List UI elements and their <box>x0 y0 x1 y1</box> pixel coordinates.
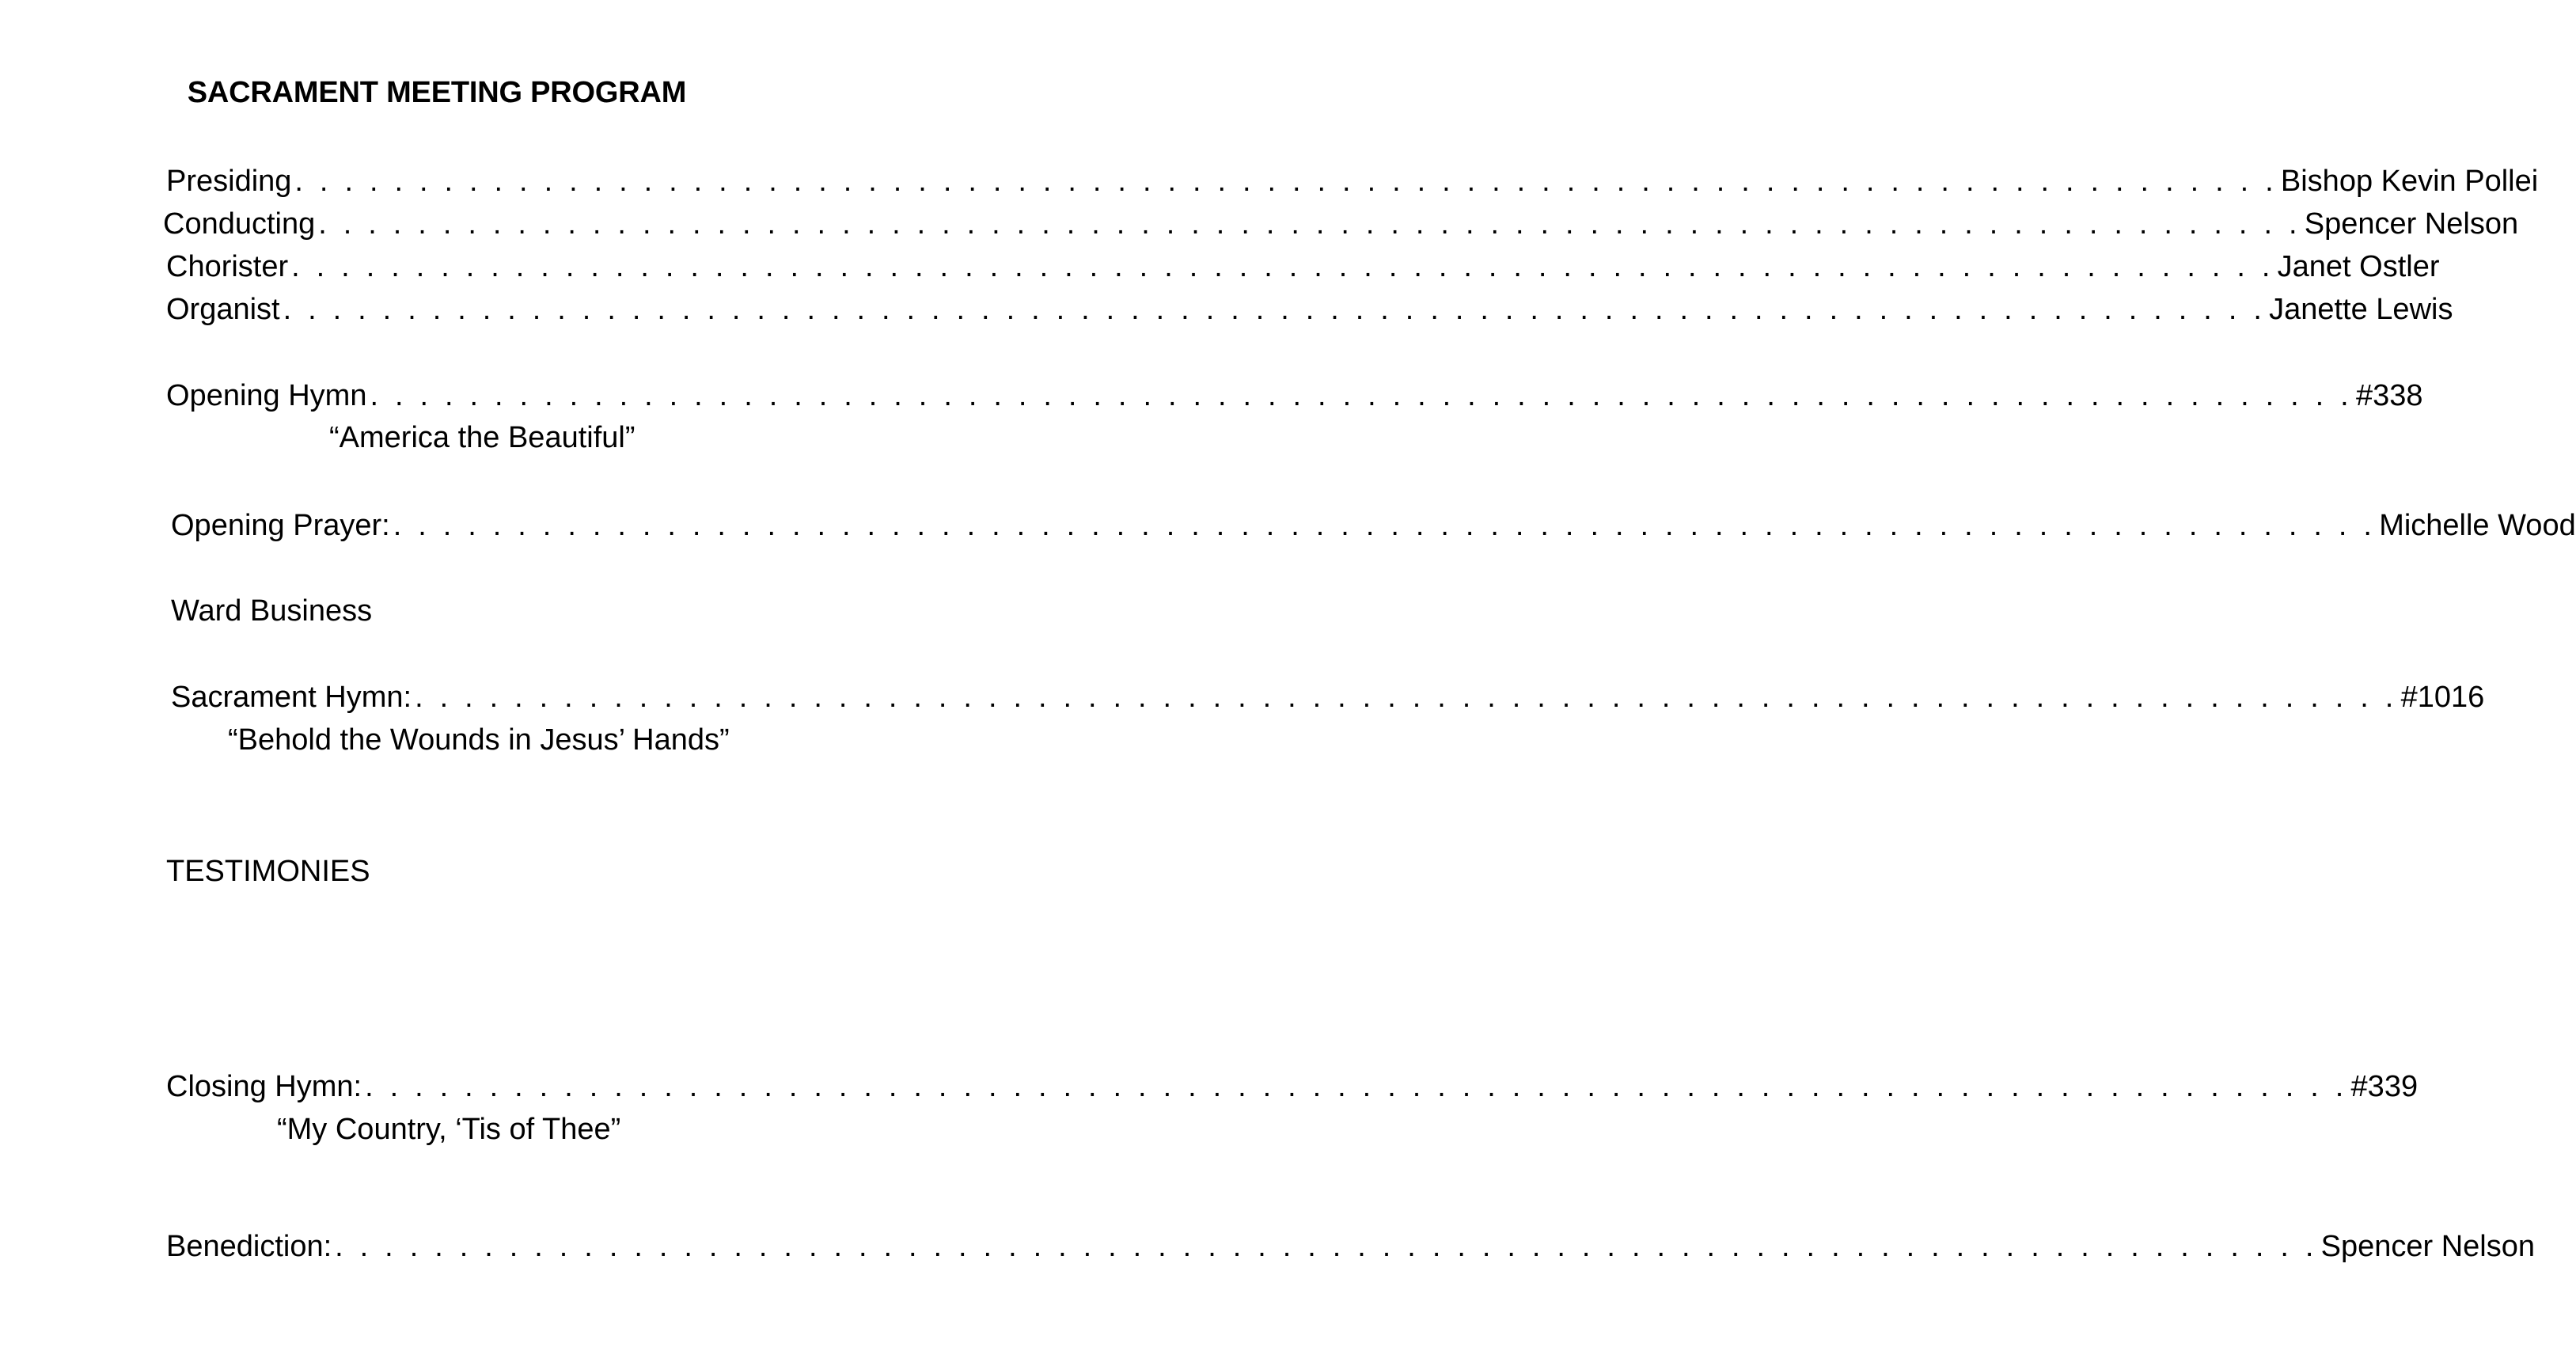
dot-leader: . . . . . . . . . . . . . . . . . . . . . . . . . . . . . . . . . . . . . . . . . . . . . . . . . . . . . . . . . . . . . . . . . . . . . . . . . . . . . . . . <box>370 379 2353 412</box>
opening-hymn-row <box>166 378 2423 414</box>
presiding-row <box>166 163 2539 199</box>
presiding-label: Presiding <box>166 165 292 198</box>
sacrament-hymn-number: #1016 <box>2400 681 2485 714</box>
dot-leader: . . . . . . . . . . . . . . . . . . . . . . . . . . . . . . . . . . . . . . . . . . . . . . . . . . . . . . . . . . . . . . . . . . . . . . . . . . . . . . . . <box>283 293 2267 326</box>
dot-leader: . . . . . . . . . . . . . . . . . . . . . . . . . . . . . . . . . . . . . . . . . . . . . . . . . . . . . . . . . . . . . . . . . . . . . . . . . . . . . . . . <box>318 207 2301 241</box>
closing-hymn-row <box>166 1068 2419 1105</box>
benediction-value: Spencer Nelson <box>2320 1230 2536 1263</box>
conducting-label: Conducting <box>163 207 316 241</box>
closing-hymn-label: Closing Hymn: <box>166 1070 362 1103</box>
closing-hymn-number: #339 <box>2350 1070 2419 1103</box>
benediction-row <box>166 1228 2536 1265</box>
organist-value: Janette Lewis <box>2269 293 2453 326</box>
chorister-value: Janet Ostler <box>2277 250 2440 283</box>
conducting-row <box>163 206 2519 242</box>
closing-hymn-name: “My Country, ‘Tis of Thee” <box>277 1113 621 1146</box>
opening-prayer-row <box>171 507 2576 544</box>
organist-row <box>166 291 2453 328</box>
dot-leader: . . . . . . . . . . . . . . . . . . . . . . . . . . . . . . . . . . . . . . . . . . . . . . . . . . . . . . . . . . . . . . . . . . . . . . . . . . . . . . . . <box>393 509 2377 542</box>
opening-prayer-value: Michelle Wood <box>2379 509 2576 542</box>
dot-leader: . . . . . . . . . . . . . . . . . . . . . . . . . . . . . . . . . . . . . . . . . . . . . . . . . . . . . . . . . . . . . . . . . . . . . . . . . . . . . . . . <box>291 250 2274 283</box>
ward-business: Ward Business <box>171 594 373 628</box>
chorister-row <box>166 249 2440 285</box>
chorister-label: Chorister <box>166 250 289 283</box>
sacrament-hymn-label: Sacrament Hymn: <box>171 681 412 714</box>
organist-label: Organist <box>166 293 280 326</box>
program-title: SACRAMENT MEETING PROGRAM <box>187 76 687 109</box>
sacrament-hymn-name: “Behold the Wounds in Jesus’ Hands” <box>228 723 730 757</box>
dot-leader: . . . . . . . . . . . . . . . . . . . . . . . . . . . . . . . . . . . . . . . . . . . . . . . . . . . . . . . . . . . . . . . . . . . . . . . . . . . . . . . . <box>294 165 2278 198</box>
opening-hymn-name: “America the Beautiful” <box>329 421 635 454</box>
opening-prayer-label: Opening Prayer: <box>171 509 390 542</box>
presiding-value: Bishop Kevin Pollei <box>2280 165 2539 198</box>
conducting-value: Spencer Nelson <box>2304 207 2519 241</box>
opening-hymn-number: #338 <box>2355 379 2423 412</box>
sacrament-hymn-row <box>171 679 2485 715</box>
dot-leader: . . . . . . . . . . . . . . . . . . . . . . . . . . . . . . . . . . . . . . . . . . . . . . . . . . . . . . . . . . . . . . . . . . . . . . . . . . . . . . . . <box>415 681 2398 714</box>
opening-hymn-label: Opening Hymn <box>166 379 367 412</box>
dot-leader: . . . . . . . . . . . . . . . . . . . . . . . . . . . . . . . . . . . . . . . . . . . . . . . . . . . . . . . . . . . . . . . . . . . . . . . . . . . . . . . . <box>365 1070 2348 1103</box>
benediction-label: Benediction: <box>166 1230 332 1263</box>
testimonies-heading: TESTIMONIES <box>166 855 370 888</box>
dot-leader: . . . . . . . . . . . . . . . . . . . . . . . . . . . . . . . . . . . . . . . . . . . . . . . . . . . . . . . . . . . . . . . . . . . . . . . . . . . . . . . . <box>335 1230 2318 1263</box>
